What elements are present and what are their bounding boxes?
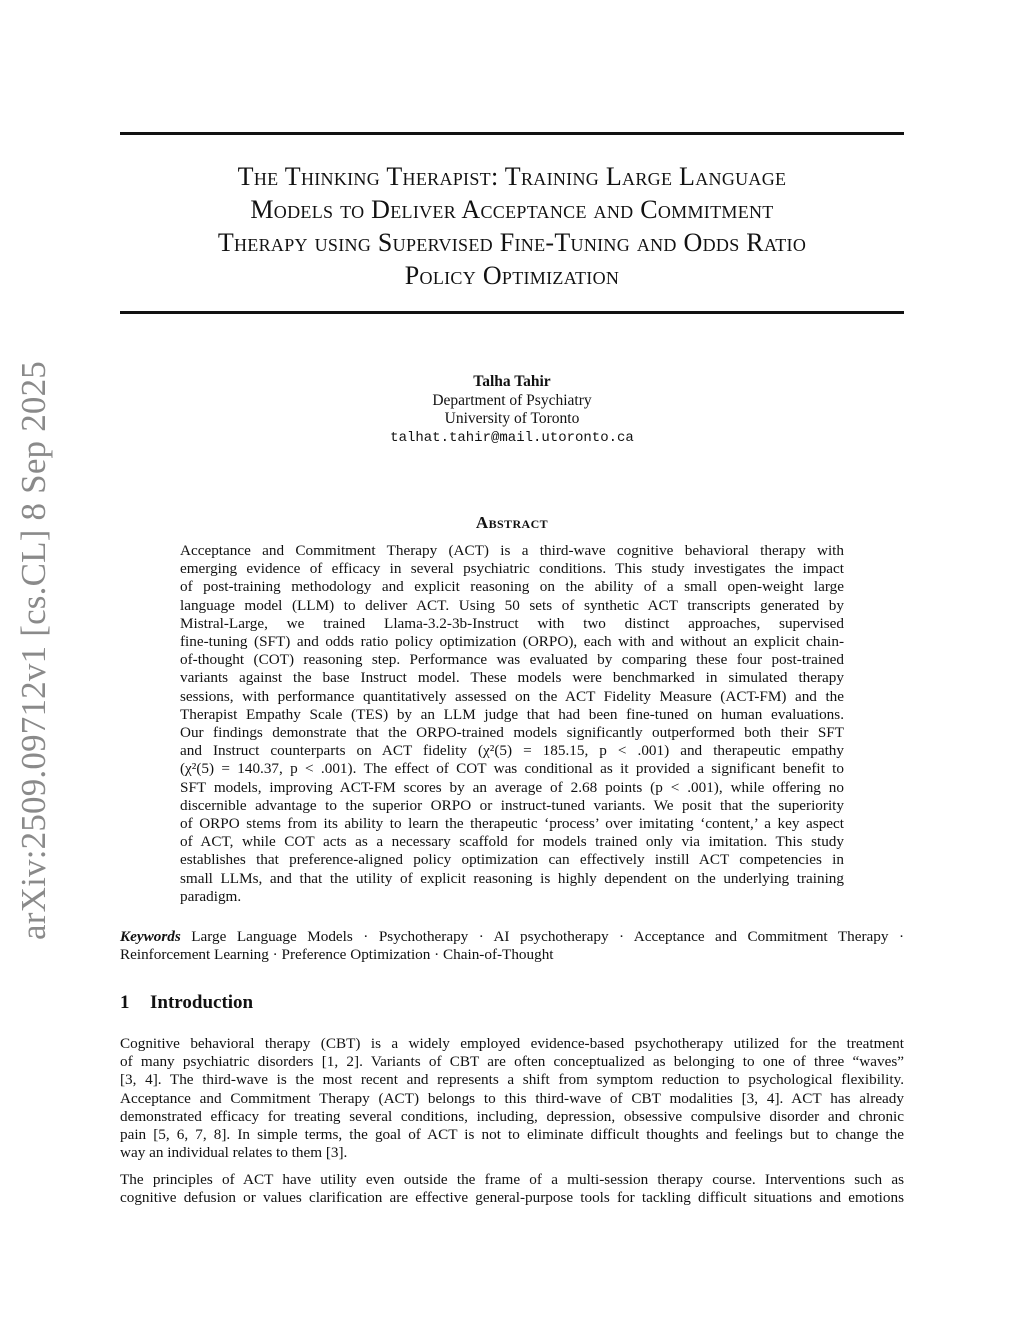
- keywords-block: [120, 928, 904, 964]
- author-name: Talha Tahir: [473, 373, 551, 390]
- abstract-line: variants against the base Instruct model. These models were benchmarked in simulated therapy: [180, 669, 844, 687]
- abstract-line: and Instruct counterparts on ACT fidelity (χ²(5) = 185.15, p < .001) and therapeutic empathy: [180, 742, 844, 760]
- paragraph-line: cognitive defusion or values clarification are effective general-purpose tools for tackling difficult situations and emotions: [120, 1189, 904, 1207]
- abstract-line: of post-training methodology and explicit reasoning on the ability of a small open-weight large: [180, 578, 844, 596]
- paragraph-line: Acceptance and Commitment Therapy (ACT) belongs to this third-wave of CBT modalities [3, 4]. ACT has already: [120, 1089, 904, 1107]
- abstract-line: (χ²(5) = 140.37, p < .001). The effect of COT was conditional as it provided a significant benefit to: [180, 760, 844, 778]
- abstract-line: SFT models, improving ACT-FM scores by an average of 2.68 points (p < .001), while offering no: [180, 778, 844, 796]
- author-department: Department of Psychiatry: [432, 391, 592, 409]
- title-line: The Thinking Therapist: Training Large Language: [237, 162, 787, 191]
- abstract-line: sessions, with performance quantitatively assessed on the ACT Fidelity Measure (ACT-FM) and the: [180, 687, 844, 705]
- paragraph-line: way an individual relates to them [3].: [120, 1144, 348, 1162]
- title-line: Models to Deliver Acceptance and Commitment: [250, 195, 774, 224]
- abstract-body: [180, 542, 844, 906]
- abstract-line: paradigm.: [180, 887, 242, 905]
- title-top-rule: [120, 132, 904, 135]
- paragraph-line: pain [5, 6, 7, 8]. In simple terms, the goal of ACT is not to eliminate difficult thoughts and feelings but to change the: [120, 1126, 904, 1144]
- author-university: University of Toronto: [444, 410, 580, 427]
- abstract-line: of ORPO stems from its ability to learn the therapeutic ‘process’ over imitating ‘content,’ a key aspect: [180, 815, 844, 833]
- abstract-line: Mistral-Large, we trained Llama-3.2-3b-Instruct with two distinct approaches, supervised: [180, 614, 844, 632]
- arxiv-identifier-stamp: arXiv:2509.09712v1 [cs.CL] 8 Sep 2025: [14, 360, 53, 940]
- abstract-line: fine-tuning (SFT) and odds ratio policy optimization (ORPO), each with and without an explicit chain-: [180, 633, 844, 651]
- abstract-line: language model (LLM) to deliver ACT. Using 50 sets of synthetic ACT transcripts generated by: [180, 596, 844, 614]
- section-number: 1: [120, 992, 130, 1013]
- paragraph-line: Cognitive behavioral therapy (CBT) is a widely employed evidence-based psychotherapy utilized for the treatment: [120, 1035, 904, 1052]
- section-heading-introduction: [120, 992, 253, 1014]
- abstract-line: discernible advantage to the superior ORPO or instruct-tuned variants. We posit that the superiority: [180, 796, 844, 814]
- paper-title: [120, 160, 904, 292]
- abstract-line: of-thought (COT) reasoning step. Performance was evaluated by comparing these four post-trained: [180, 651, 844, 669]
- abstract-line: of ACT, while COT acts as a necessary scaffold for models trained only via imitation. This study: [180, 833, 844, 851]
- title-line: Policy Optimization: [404, 261, 620, 290]
- title-line: Therapy using Supervised Fine-Tuning and Odds Ratio: [217, 228, 807, 257]
- intro-paragraph: [120, 1035, 904, 1162]
- keywords-line: Reinforcement Learning · Preference Optimization · Chain-of-Thought: [120, 946, 554, 964]
- author-email-link[interactable]: talhat.tahir@mail.utoronto.ca: [390, 429, 634, 446]
- title-bottom-rule: [120, 311, 904, 314]
- paragraph-line: [3, 4]. The third-wave is the most recent and represents a shift from symptom reduction to psychological flexibility.: [120, 1071, 904, 1089]
- section-title: Introduction: [150, 992, 254, 1013]
- author-block: [120, 373, 904, 447]
- intro-paragraph: [120, 1171, 904, 1207]
- abstract-line: establishes that preference-aligned policy optimization can effectively instill ACT competencies in: [180, 851, 844, 869]
- paragraph-line: The principles of ACT have utility even outside the frame of a multi-session therapy course. Interventions such as: [120, 1171, 904, 1188]
- keywords-line: Large Language Models · Psychotherapy · AI psychotherapy · Acceptance and Commitment Therapy ·: [191, 928, 905, 945]
- paragraph-line: of many psychiatric disorders [1, 2]. Variants of CBT are often conceptualized as belonging to one of three “waves”: [120, 1053, 904, 1071]
- abstract-line: small LLMs, and that the utility of explicit reasoning is highly dependent on the underlying training: [180, 869, 844, 887]
- abstract-line: emerging evidence of efficacy in several psychiatric conditions. This study investigates the impact: [180, 560, 844, 578]
- paragraph-line: demonstrated efficacy for treating several conditions, including, depression, obsessive compulsive disorder and chronic: [120, 1107, 904, 1125]
- abstract-line: Acceptance and Commitment Therapy (ACT) is a third-wave cognitive behavioral therapy with: [180, 542, 844, 559]
- abstract-line: Therapist Empathy Scale (TES) by an LLM judge that had been fine-tuned on human evaluations.: [180, 705, 844, 723]
- keywords-label: Keywords: [120, 928, 181, 945]
- abstract-heading: Abstract: [475, 513, 549, 532]
- abstract-line: Our findings demonstrate that the ORPO-trained models significantly outperformed both their SFT: [180, 724, 844, 742]
